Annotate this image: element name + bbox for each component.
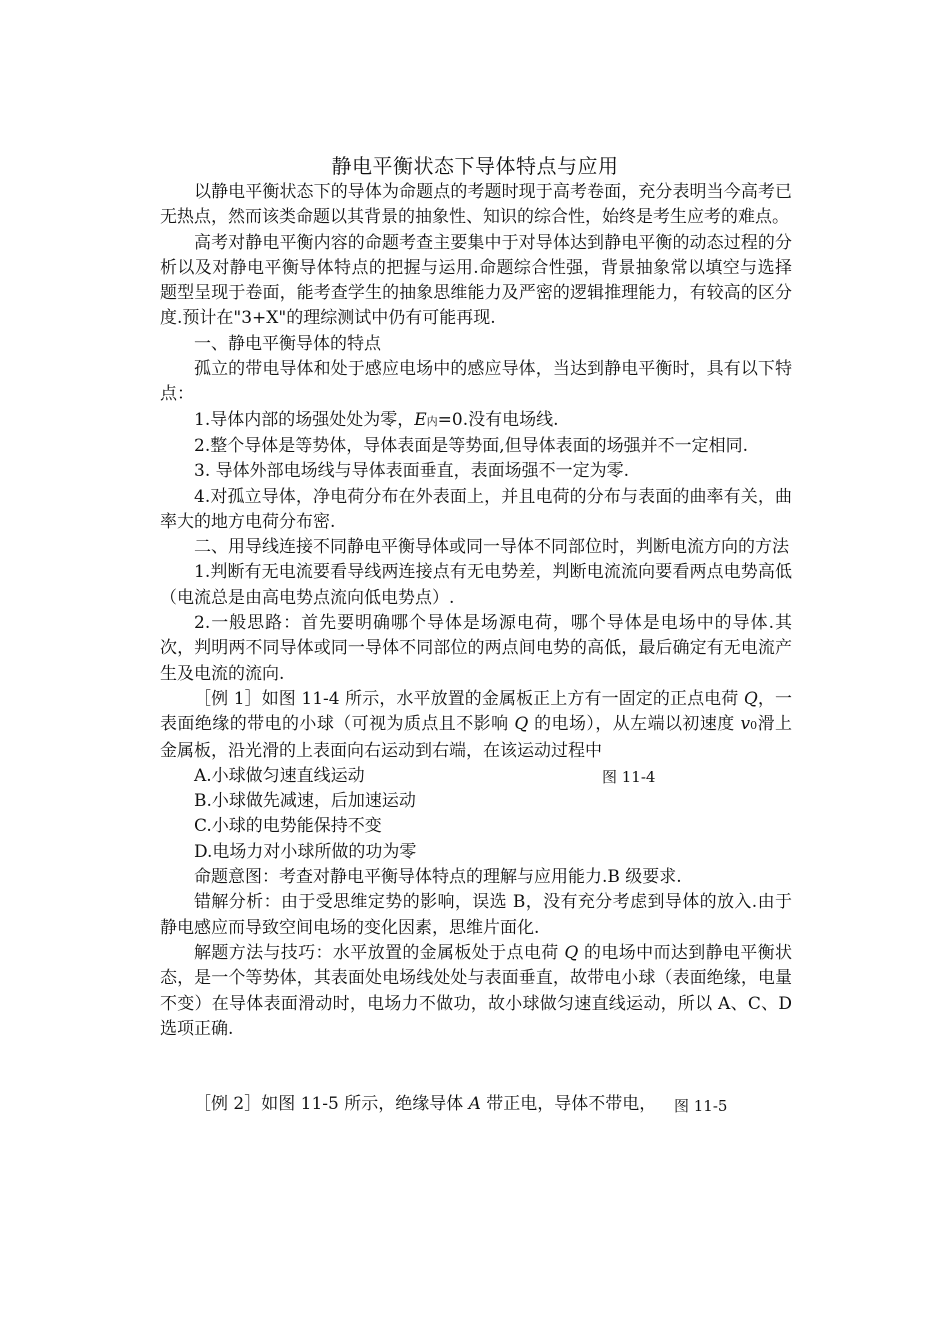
option-c: C.小球的电势能保持不变 xyxy=(194,816,382,837)
example-2-question: ［例 2］如图 11-5 所示，绝缘导体 A 带正电，导体不带电， 图 11-5 xyxy=(194,1094,728,1116)
example-1-question: ［例 1］如图 11-4 所示，水平放置的金属板正上方有一固定的正点电荷 Q，一表面绝缘的带电的小球（可视为质点且不影响 Q 的电场），从左端以初速度 v0滑上金属板，沿光滑的上表面向右运动到右端，在该运动过程中 xyxy=(160,688,793,761)
method-item-2: 2.一般思路：首先要明确哪个导体是场源电荷，哪个导体是电场中的导体.其次，判明两不同导体或同一导体不同部位的两点间电势的高低，最后确定有无电流产生及电流的流向. xyxy=(160,613,792,684)
section-1-lead: 孤立的带电导体和处于感应电场中的感应导体，当达到静电平衡时，具有以下特点： xyxy=(160,359,792,405)
feature-item-1: 1.导体内部的场强处处为零，E内=0.没有电场线. xyxy=(194,409,559,430)
method-item-1: 1.判断有无电流要看导线两连接点有无电势差，判断电流流向要看两点电势高低（电流总是由高电势点流向低电势点）. xyxy=(160,562,792,608)
error-analysis: 错解分析：由于受思维定势的影响，误选 B，没有充分考虑到导体的放入.由于静电感应而导致空间电场的变化因素，思维片面化. xyxy=(160,892,792,938)
subscript-inner: 内 xyxy=(426,414,438,428)
example-1-options xyxy=(160,764,792,865)
option-a: A.小球做匀速直线运动 xyxy=(194,765,365,786)
question-intent: 命题意图：考查对静电平衡导体特点的理解与应用能力.B 级要求. xyxy=(194,867,682,888)
figure-label-11-5: 图 11-5 xyxy=(674,1097,728,1116)
paragraph-intro-1: 以静电平衡状态下的导体为命题点的考题时现于高考卷面，充分表明当今高考已无热点，然而该类命题以其背景的抽象性、知识的综合性，始终是考生应考的难点。 xyxy=(160,182,792,228)
section-heading-1: 一、静电平衡导体的特点 xyxy=(194,333,381,354)
figure-label-11-4: 图 11-4 xyxy=(602,767,656,786)
paragraph-intro-2: 高考对静电平衡内容的命题考查主要集中于对导体达到静电平衡的动态过程的分析以及对静电平衡导体特点的把握与运用.命题综合性强，背景抽象常以填空与选择题型呈现于卷面，能考查学生的抽象思维能力及严密的逻辑推理能力，有较高的区分度.预计在"3+X"的理综测试中仍有可能再现. xyxy=(160,232,792,329)
feature-item-4: 4.对孤立导体，净电荷分布在外表面上，并且电荷的分布与表面的曲率有关，曲率大的地方电荷分布密. xyxy=(160,486,792,532)
document-body xyxy=(160,180,792,1117)
e-symbol: E xyxy=(414,409,427,430)
feature-item-3: 3. 导体外部电场线与导体表面垂直，表面场强不一定为零. xyxy=(194,461,630,482)
solution-method: 解题方法与技巧：水平放置的金属板处于点电荷 Q 的电场中而达到静电平衡状态，是一个等势体，其表面处电场线处处与表面垂直，故带电小球（表面绝缘，电量不变）在导体表面滑动时，电场力不做功，故小球做匀速直线运动，所以 A、C、D 选项正确. xyxy=(160,942,793,1039)
option-d: D.电场力对小球所做的功为零 xyxy=(194,841,417,862)
page-title: 静电平衡状态下导体特点与应用 xyxy=(331,154,619,178)
section-heading-2: 二、用导线连接不同静电平衡导体或同一导体不同部位时，判断电流方向的方法 xyxy=(194,537,789,558)
feature-item-2: 2.整个导体是等势体，导体表面是等势面,但导体表面的场强并不一定相同. xyxy=(194,435,749,456)
option-b: B.小球做先减速，后加速运动 xyxy=(194,791,416,812)
